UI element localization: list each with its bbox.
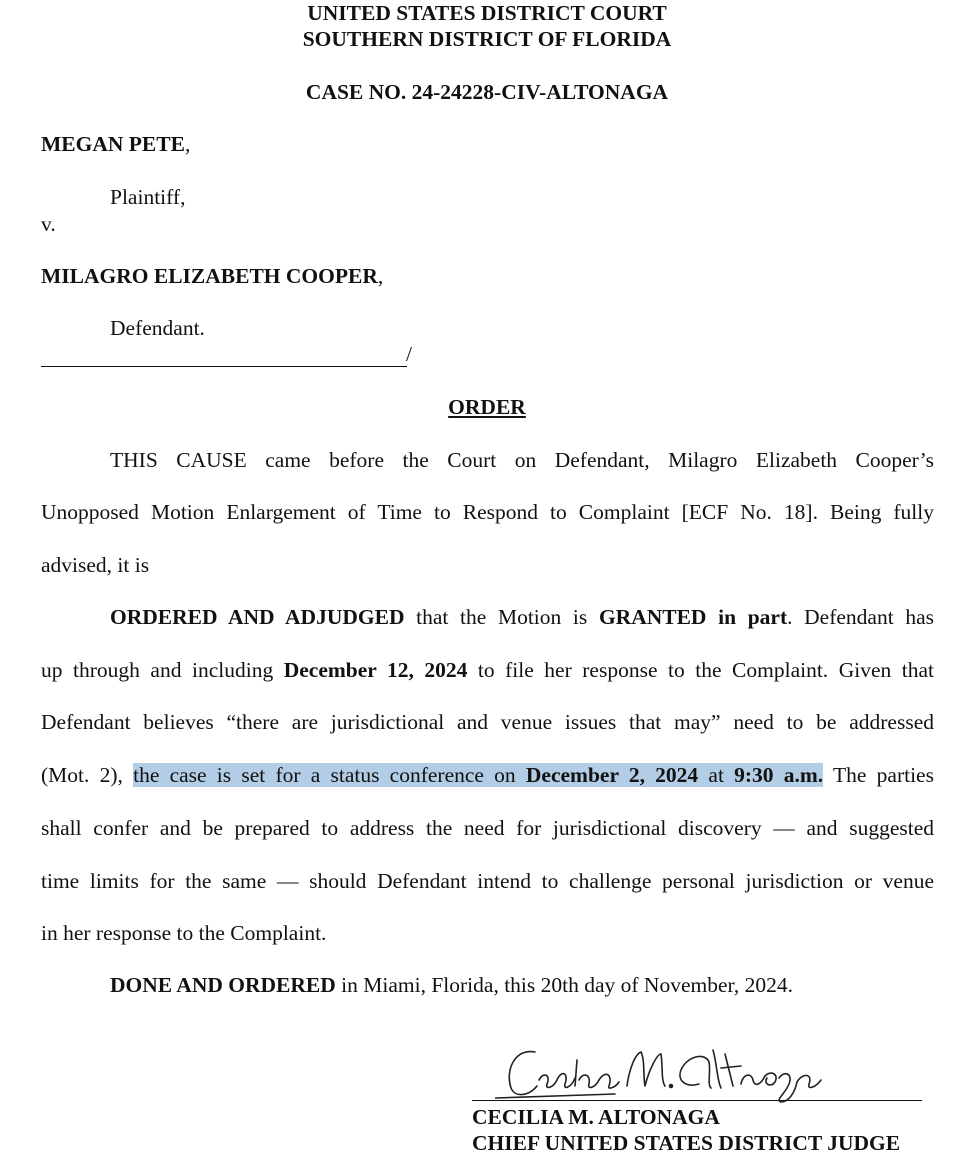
p2-line-4 [41,762,934,788]
p2-l4-text-2: The parties [823,763,934,787]
p1-line-1: THIS CAUSE came before the Court on Defendant, Milagro Elizabeth Cooper’s [110,448,934,472]
p1-line-2: Unopposed Motion Enlargement of Time to Respond to Complaint [ECF No. 18]. Being fully [41,500,934,524]
defendant-comma: , [377,264,384,288]
defendant-line [41,263,383,289]
done-and-ordered: DONE AND ORDERED [110,973,336,997]
plaintiff-comma: , [184,132,191,156]
p2-l1-text-1: that the Motion is [404,605,599,629]
signature-line [472,1100,922,1101]
court-name-line-1: UNITED STATES DISTRICT COURT [307,1,667,25]
p2-l4-text-1: (Mot. 2), [41,763,134,787]
p2-line-3: Defendant believes “there are jurisdictional and venue issues that may” need to be addressed [41,710,934,734]
p2-line-2 [41,657,934,683]
status-conference-date: December 2, 2024 [525,763,699,787]
done-and-ordered-text: in Miami, Florida, this 20th day of November, 2024. [335,973,793,997]
plaintiff-name: MEGAN PETE [41,132,185,156]
p2-l1-text-2: . Defendant has [787,605,934,629]
p2-line-6: time limits for the same — should Defendant intend to challenge personal jurisdiction or venue [41,869,934,893]
highlight-status-conference: the case is set for a status conference on [133,763,526,787]
p2-line-7: in her response to the Complaint. [41,921,327,945]
plaintiff-line [41,131,190,157]
defendant-role: Defendant. [110,316,205,340]
response-deadline: December 12, 2024 [283,658,468,682]
versus: v. [41,212,56,236]
court-name-line-2: SOUTHERN DISTRICT OF FLORIDA [302,27,672,51]
caption-rule [41,366,407,367]
judge-name: CECILIA M. ALTONAGA [472,1105,720,1129]
ordered-adjudged: ORDERED AND ADJUDGED [110,605,405,629]
judge-title: CHIEF UNITED STATES DISTRICT JUDGE [472,1131,901,1155]
order-title: ORDER [448,395,526,419]
highlight-at: at [698,763,735,787]
granted-in-part: GRANTED in part [598,605,788,629]
done-and-ordered-line [110,972,793,998]
p2-l2-text-1: up through and including [41,658,284,682]
defendant-name: MILAGRO ELIZABETH COOPER [41,264,378,288]
p2-line-1 [110,604,934,630]
handwritten-signature [495,1040,835,1108]
plaintiff-role: Plaintiff, [110,185,186,209]
p2-l2-text-2: to file her response to the Complaint. Given that [467,658,935,682]
status-conference-time: 9:30 a.m. [734,763,824,787]
caption-slash: / [406,342,412,366]
p2-line-5: shall confer and be prepared to address the need for jurisdictional discovery — and suggested [41,816,934,840]
p1-line-3: advised, it is [41,553,150,577]
case-number: CASE NO. 24-24228-CIV-ALTONAGA [305,80,669,104]
